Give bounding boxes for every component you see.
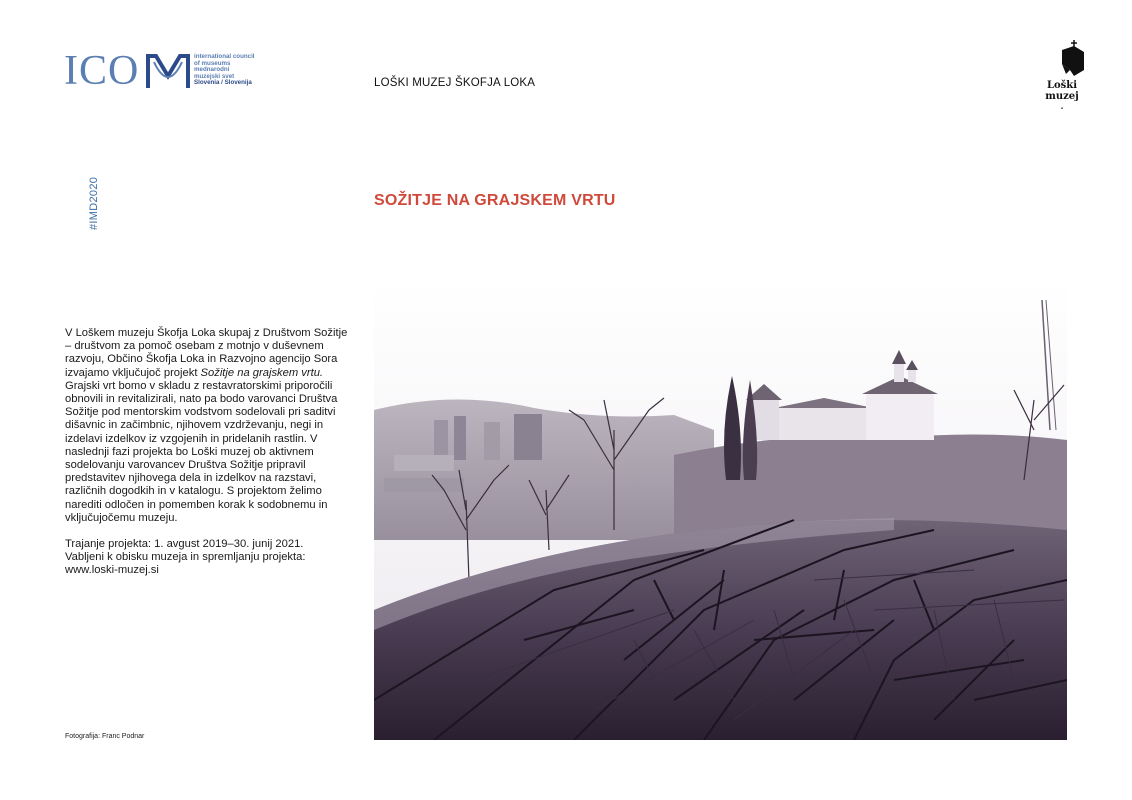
photo-illustration: [374, 280, 1067, 740]
icom-wordmark: ICO: [64, 48, 140, 94]
castle-icon: [1040, 40, 1090, 80]
body-text: [65, 327, 350, 591]
logo-line: muzej: [1045, 91, 1079, 102]
logo-dot: .: [1060, 101, 1064, 111]
paragraph-info: [65, 538, 350, 578]
icom-logo: [64, 50, 264, 94]
icom-line: Slovenia / Slovenija: [194, 79, 252, 87]
icom-line: of museums: [194, 59, 231, 67]
icom-line: international council: [194, 53, 255, 60]
text-span: V Loškem muzeju Škofja Loka skupaj z Društvom Sožitje – društvom za pomoč osebam z motnjo v duševnem razvoju, Občino Škofja Loka in Razvojno agencijo Sora izvajamo vključujoč projekt: [65, 327, 348, 379]
photo-credit: Fotografija: Franc Podnar: [65, 733, 145, 740]
loski-muzej-wordmark: [1042, 80, 1082, 110]
loski-muzej-logo: [1040, 40, 1090, 116]
logo-line: Loški: [1046, 80, 1078, 91]
icom-m-icon: [146, 52, 190, 90]
website-link[interactable]: www.loski-muzej.si: [65, 564, 159, 577]
text-span: Grajski vrt bomo v skladu z restavratorskimi priporočili obnovili in revitalizirali, nato pa bodo varovanci Društva Sožitje pod mentorskim vodstvom sodelovali pri saditvi dišavnic in začimbnic, njihovem vzdrževanju, negi in izdelavi izdelkov iz vzgojenih in pridelanih rastlin. V naslednji fazi projekta bo Loški muzej ob aktivnem sodelovanju varovancev Društva Sožitje pripravil predstavitev njihovega dela in izdelkov na razstavi, različnih dogodkih in v katalogu. S projektom želimo narediti odločen in pomemben korak k sodobnemu in vključujočemu muzeju.: [65, 379, 338, 524]
castle-garden-photo: [374, 280, 1067, 740]
icom-tagline: [194, 54, 255, 87]
hashtag: #IMD2020: [88, 176, 100, 230]
project-name-italic: Sožitje na grajskem vrtu.: [200, 366, 324, 379]
duration-text: Trajanje projekta: 1. avgust 2019–30. junij 2021.: [65, 538, 304, 551]
icom-line: muzejski svet: [194, 72, 235, 80]
icom-line: mednarodni: [194, 66, 230, 74]
exhibit-title: SOŽITJE NA GRAJSKEM VRTU: [374, 192, 616, 209]
invite-text: Vabljeni k obisku muzeja in spremljanju projekta:: [65, 551, 306, 564]
museum-name: LOŠKI MUZEJ ŠKOFJA LOKA: [374, 77, 536, 89]
paragraph-description: [65, 327, 350, 525]
